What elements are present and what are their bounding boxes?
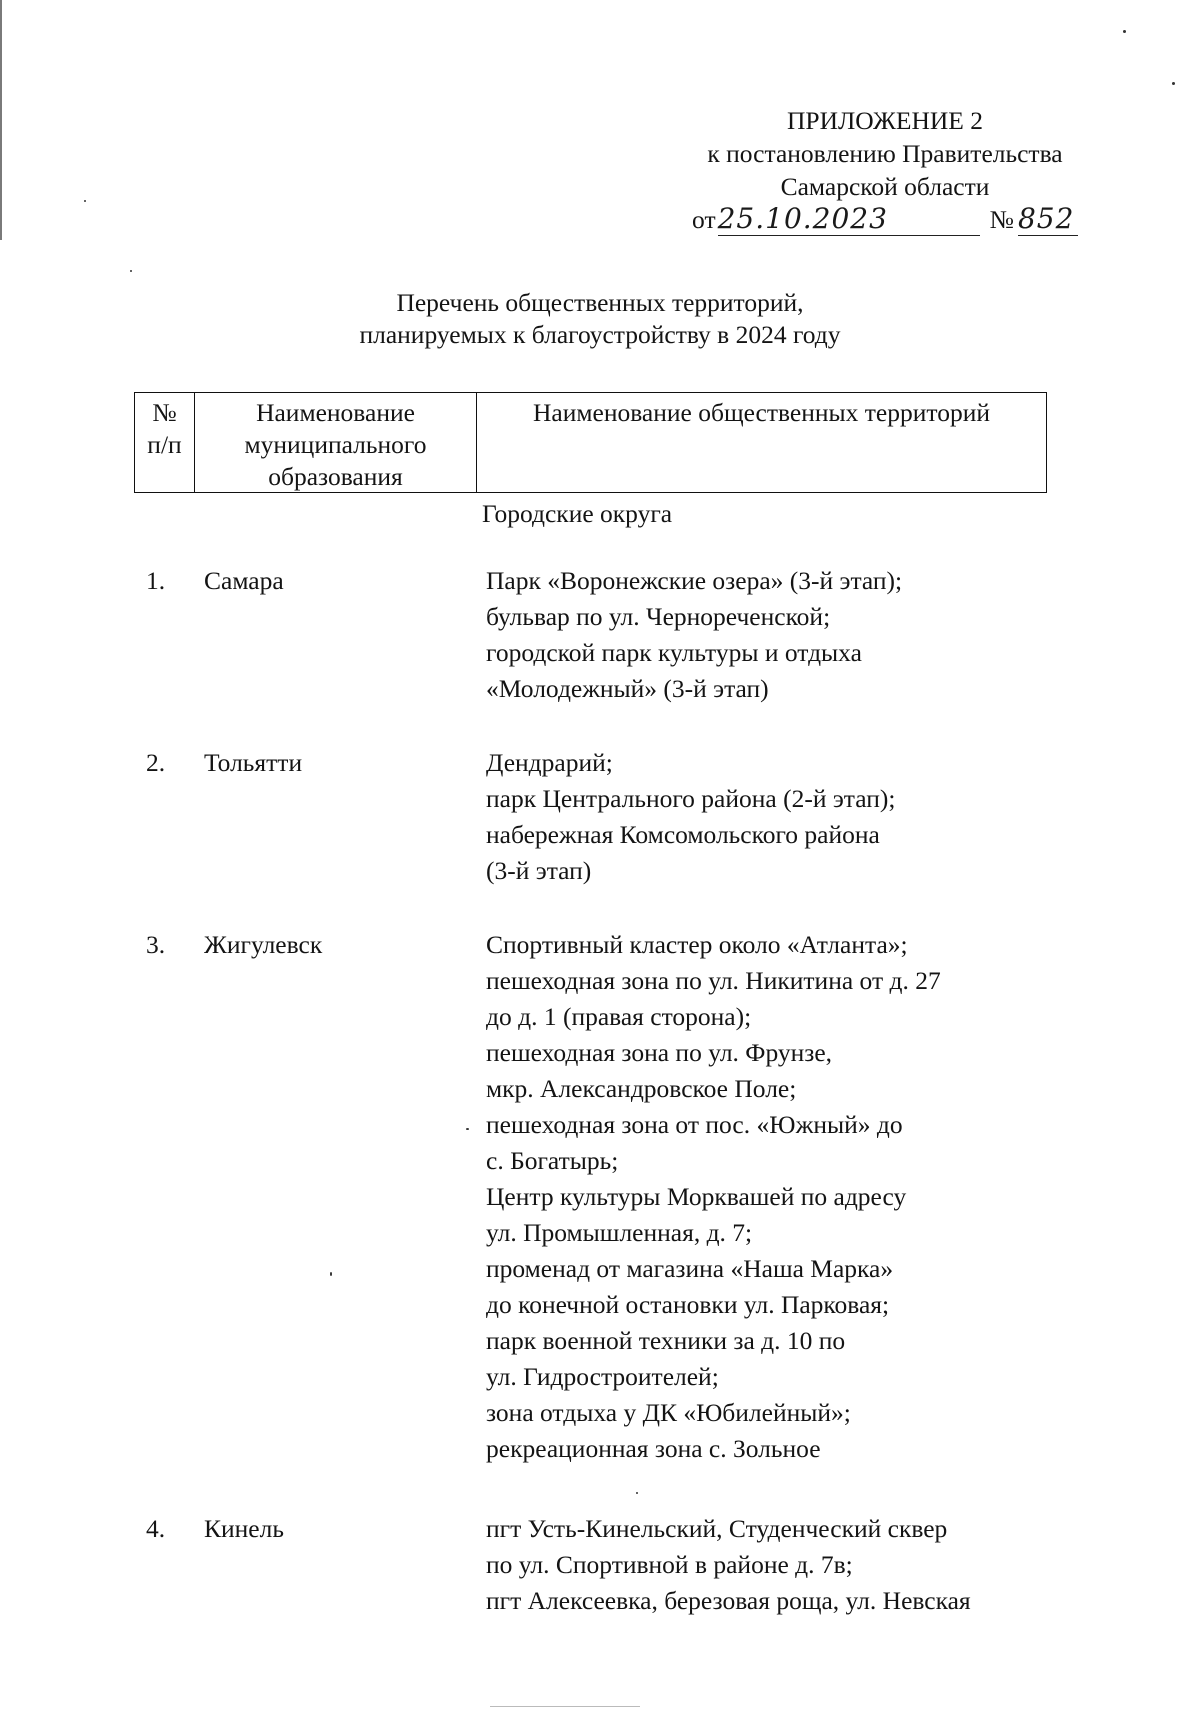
territory-line: набережная Комсомольского района: [486, 820, 880, 849]
header-text: п/п: [147, 430, 182, 459]
territory-line: Парк «Воронежские озера» (3-й этап);: [486, 566, 903, 595]
territory-line: бульвар по ул. Чернореченской;: [486, 602, 831, 631]
scan-speck: [130, 270, 132, 272]
territory-line: променад от магазина «Наша Марка»: [486, 1254, 894, 1283]
row-municipality: Тольятти: [204, 748, 303, 777]
header-text: образования: [268, 462, 403, 491]
header-text: Наименование: [256, 398, 415, 427]
territory-line: рекреационная зона с. Зольное: [486, 1434, 821, 1463]
date-prefix: от: [692, 205, 716, 234]
scan-edge: [0, 0, 2, 240]
row-territories: [486, 563, 1186, 707]
scan-speck: [636, 1492, 638, 1494]
page-bottom-edge: [490, 1706, 640, 1707]
scan-speck: [1172, 82, 1175, 85]
number-field: [1017, 202, 1078, 236]
territory-line: ул. Гидростроителей;: [486, 1362, 719, 1391]
territory-line: Центр культуры Морквашей по адресу: [486, 1182, 907, 1211]
appendix-block: [600, 104, 1170, 236]
header-col-number: [135, 393, 195, 492]
header-text: муниципального: [244, 430, 427, 459]
handwritten-date: 25.10.2023: [717, 202, 888, 235]
territory-line: до конечной остановки ул. Парковая;: [486, 1290, 890, 1319]
table-header: [134, 392, 1047, 493]
handwritten-number: 852: [1017, 202, 1075, 235]
row-number: 2.: [146, 748, 166, 777]
territory-line: Спортивный кластер около «Атланта»;: [486, 930, 908, 959]
row-number: 4.: [146, 1514, 166, 1543]
territory-line: с. Богатырь;: [486, 1146, 619, 1175]
appendix-date-line: [600, 203, 1170, 236]
row-territories: [486, 745, 1186, 889]
header-text: Наименование общественных территорий: [533, 398, 990, 427]
territory-line: мкр. Александровское Поле;: [486, 1074, 797, 1103]
territory-line: парк Центрального района (2-й этап);: [486, 784, 896, 813]
row-territories: [486, 927, 1186, 1467]
territory-line: до д. 1 (правая сторона);: [486, 1002, 752, 1031]
territory-line: пгт Алексеевка, березовая роща, ул. Невская: [486, 1586, 971, 1615]
territory-line: ул. Промышленная, д. 7;: [486, 1218, 753, 1247]
header-col-territories: [477, 393, 1046, 492]
territory-line: (3-й этап): [486, 856, 592, 885]
number-sign: №: [989, 205, 1014, 234]
header-col-municipality: [195, 393, 477, 492]
territory-line: пешеходная зона от пос. «Южный» до: [486, 1110, 903, 1139]
appendix-subtitle: к постановлению Правительства: [707, 139, 1063, 168]
territory-line: парк военной техники за д. 10 по: [486, 1326, 846, 1355]
title-line-2: планируемых к благоустройству в 2024 году: [359, 320, 841, 349]
territory-line: городской парк культуры и отдыха: [486, 638, 862, 667]
territory-line: пешеходная зона по ул. Фрунзе,: [486, 1038, 833, 1067]
scan-speck: [466, 1128, 469, 1130]
scan-speck: [84, 200, 86, 202]
section-heading: Городские округа: [482, 499, 673, 528]
row-municipality: Жигулевск: [204, 930, 323, 959]
territory-line: пгт Усть-Кинельский, Студенческий сквер: [486, 1514, 948, 1543]
appendix-region: Самарской области: [780, 172, 990, 201]
territory-line: Дендрарий;: [486, 748, 613, 777]
date-field: [717, 202, 980, 236]
scan-speck: [330, 1272, 332, 1276]
header-text: №: [152, 398, 177, 427]
document-title: [200, 287, 1000, 351]
scan-speck: [1123, 30, 1126, 33]
territory-line: зона отдыха у ДК «Юбилейный»;: [486, 1398, 851, 1427]
row-municipality: Самара: [204, 566, 284, 595]
row-number: 1.: [146, 566, 166, 595]
title-line-1: Перечень общественных территорий,: [396, 288, 804, 317]
appendix-title: ПРИЛОЖЕНИЕ 2: [786, 106, 984, 135]
territory-line: пешеходная зона по ул. Никитина от д. 27: [486, 966, 941, 995]
territory-line: «Молодежный» (3-й этап): [486, 674, 769, 703]
territory-line: по ул. Спортивной в районе д. 7в;: [486, 1550, 853, 1579]
row-number: 3.: [146, 930, 166, 959]
row-territories: [486, 1511, 1186, 1619]
row-municipality: Кинель: [204, 1514, 284, 1543]
